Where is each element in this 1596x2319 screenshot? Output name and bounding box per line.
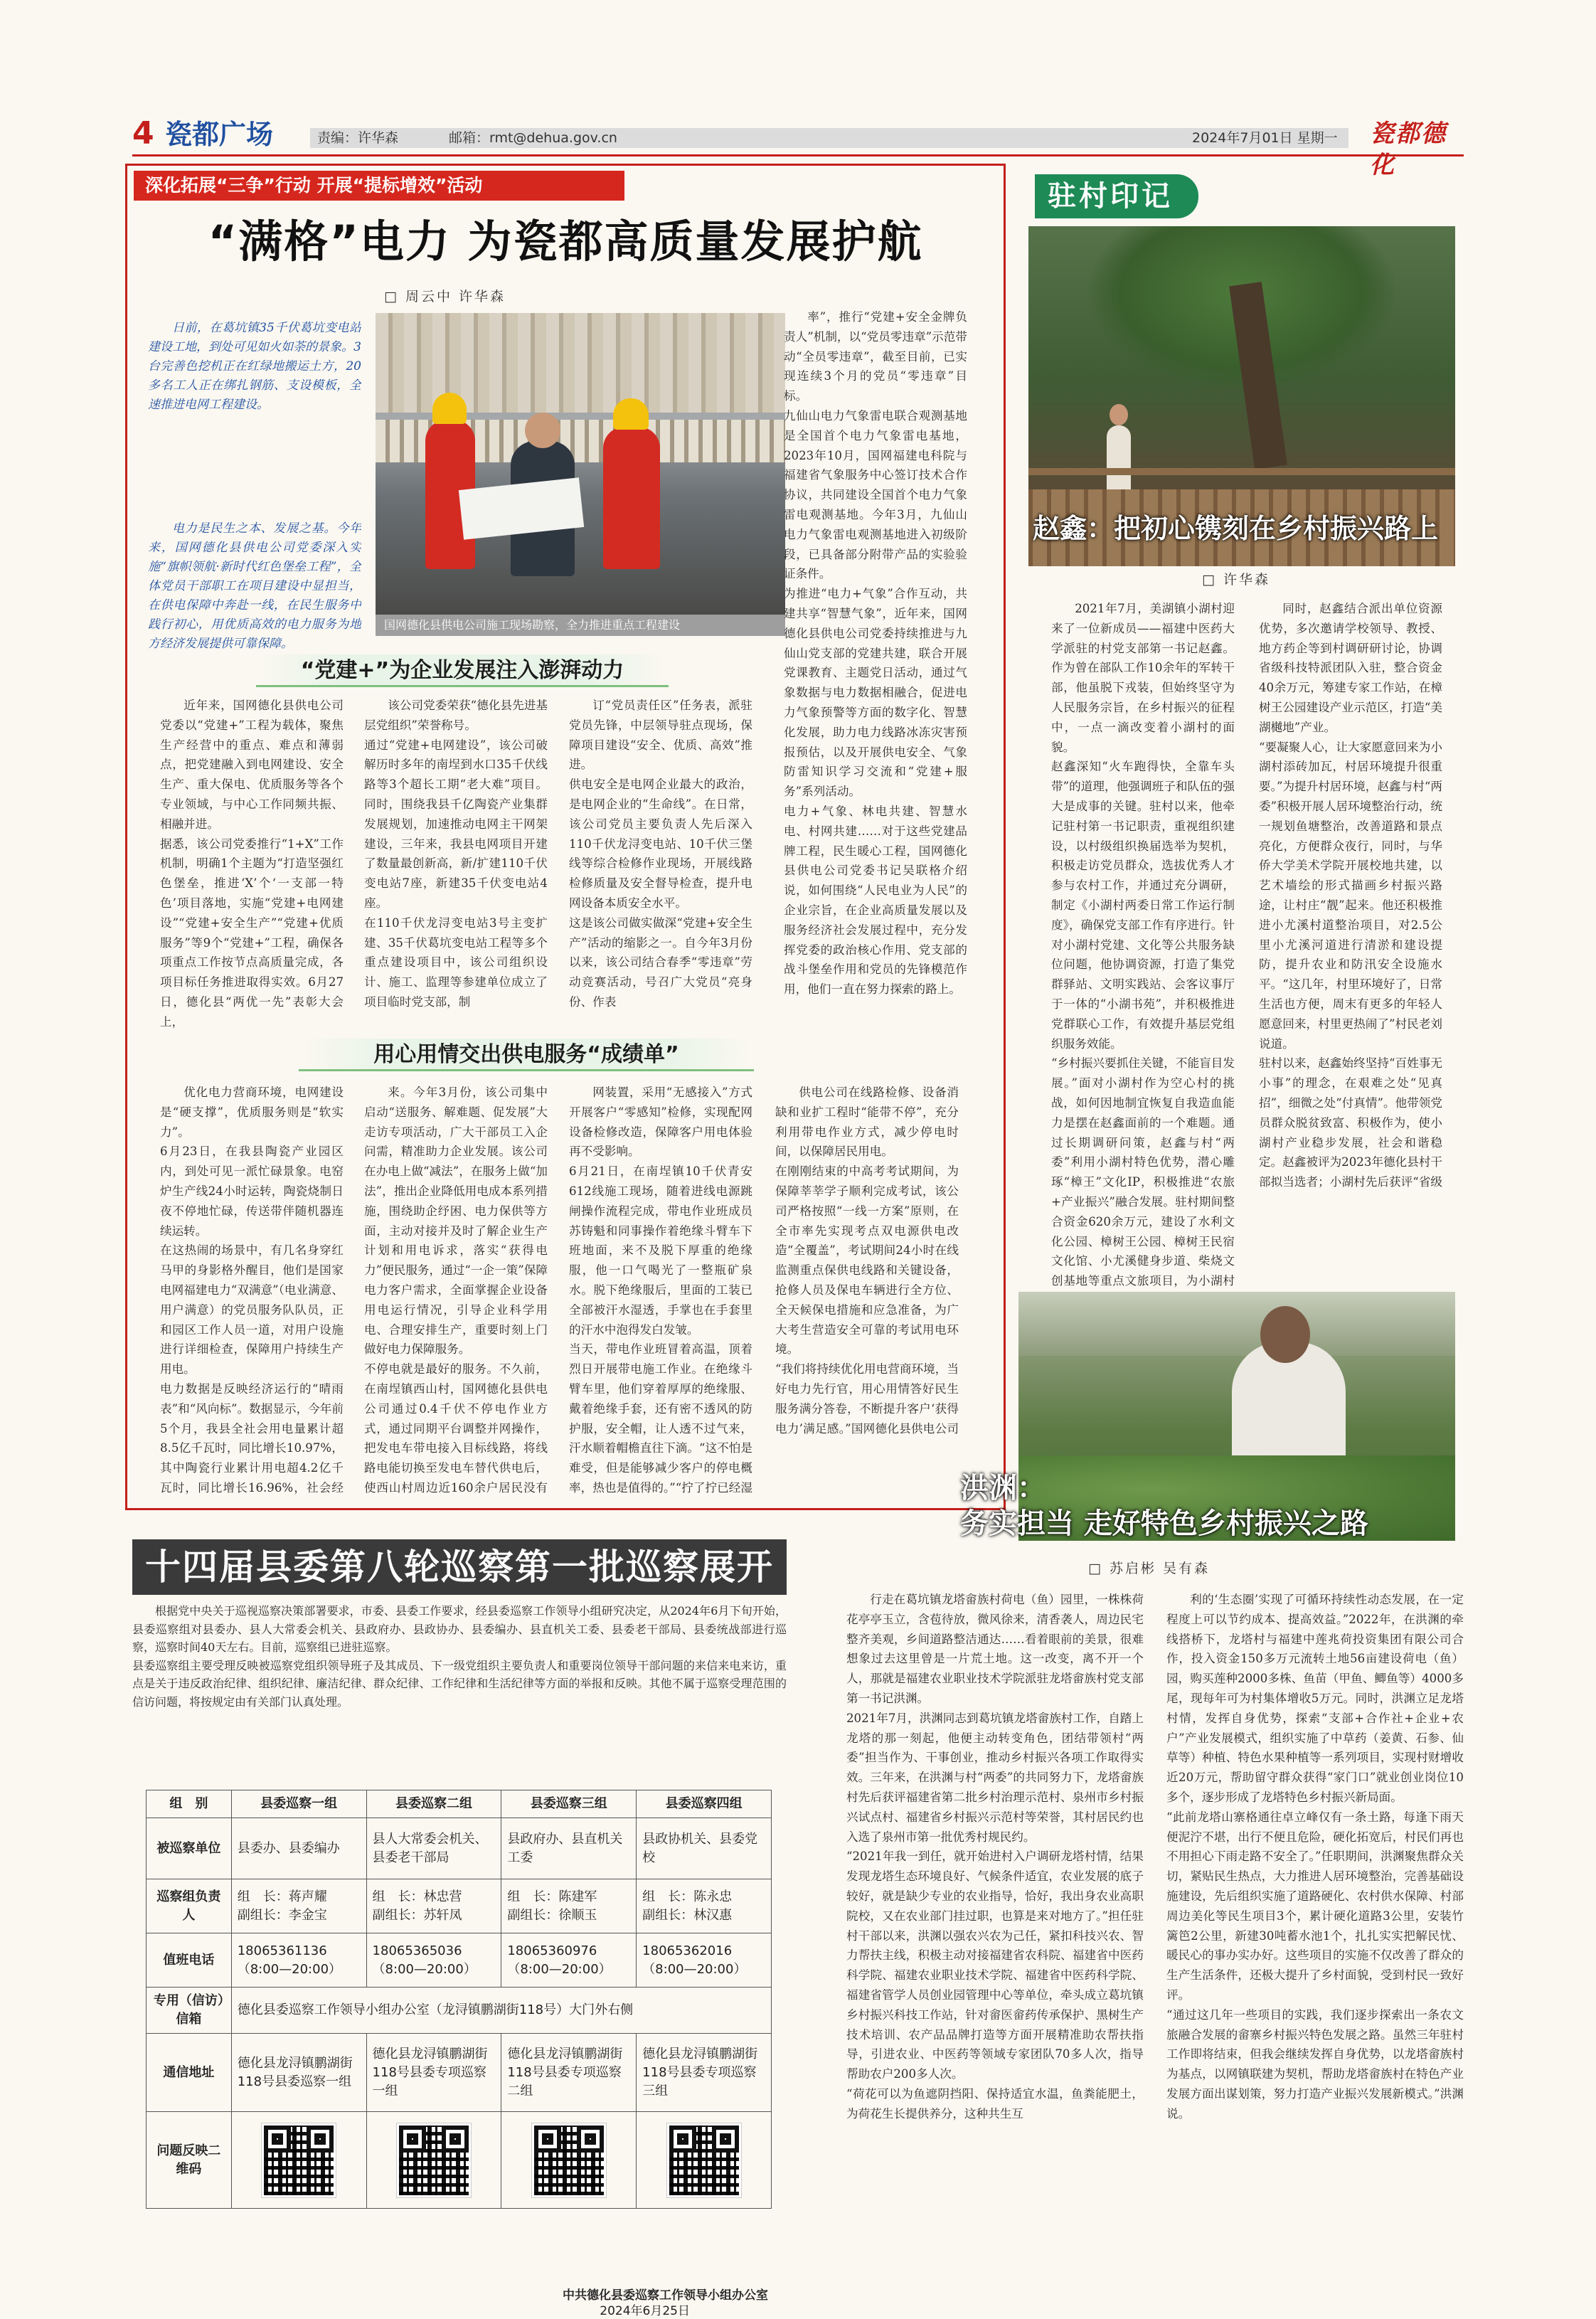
village-section-tag: 驻村印记 (1035, 174, 1198, 218)
email-contact: 邮箱：rmt@dehua.gov.cn (449, 130, 617, 146)
story2-byline: □ 苏启彬 吴有森 (1088, 1561, 1211, 1576)
notice-date: 2024年6月25日 (600, 2304, 690, 2318)
table-cell: 组 长：陈永忠 副组长：林汉惠 (637, 1879, 772, 1933)
section2-col2: 来。今年3月份，该公司集中启动“送服务、解难题、促发展”大走访专项活动，广大干部员工入企问需，精准助力企业发展。该公司在办电上做“减法”，在服务上做“加法”，推出企业降低用电成本系列措施，围绕助企纾困、电力保供等方面，主动对接并及时了解企业生产计划和用电诉求，落实“获得电力”便民服务，通过“一企一策”保障电力客户需求，全面掌握企业设备用电运行情况，引导企业科学用电、合理安排生产，重要时刻上门做好电力保障服务。 不停电就是最好的服务。不久前，在南埕镇西山村，国网德化县供电公司通过0.4千伏不停电作业方式，通过同期平台调整并网操作，把发电车带电接入目标线路，将线路电能切换至发电车替代供电后，使西山村周边近160余户居民没有 (364, 1086, 548, 1495)
phone-cell[interactable]: 18065361136 （8:00—20:00） (231, 1933, 366, 1988)
table-cell: 县政府办、县直机关工委 (501, 1818, 637, 1879)
article-byline: □ 周云中 许华森 (384, 289, 506, 304)
table-cell: 组 长：蒋声耀 副组长：李金宝 (231, 1879, 366, 1933)
article-right-column: 率”，推行“党建+安全金牌负责人”机制，以“党员零违章”示范带动“全员零违章”，截至目前，已实现连续3个月的党员“零违章”目标。 九仙山电力气象雷电联合观测基地是全国首个电力气象雷电基地，2023年10月，国网福建电科院与福建省气象服务中心签订技术合作协议，共同建设全国首个电力气象雷电观测基地。今年3月，九仙山电力气象雷电观测基地进入初级阶段，已具备部分附带产品的实验验证条件。 为推进“电力+气象”合作互动，共建共享“智慧气象”，近年来，国网德化县供电公司党委持续推进与九仙山党支部的党建共建，联合开展党课教育、主题党日活动，通过气象数据与电力数据相融合，促进电力气象预警等方面的数字化、智慧化发展，助力电力线路冰冻灾害预报预估，以及开展供电安全、气象防雷知识学习交流和“党建+服务”系列活动。 电力+气象、林电共建、智慧水电、村网共建……对于这些党建品牌工程，民生暖心工程，国网德化县供电公司党委书记吴联格介绍说，如何围绕“人民电业为人民”的企业宗旨，在企业高质量发展以及服务经济社会发展过程中，充分发挥党委的政治核心作用、党支部的战斗堡垒作用和党员的先锋模范作用，他们一直在努力探索的路上。 (784, 310, 967, 997)
phone-cell[interactable]: 18065360976 （8:00—20:00） (501, 1933, 637, 1988)
row-label: 被巡察单位 (147, 1818, 232, 1879)
editor-credit: 责编：许华森 (317, 130, 399, 146)
story1-byline: □ 许华森 (1202, 572, 1270, 588)
table-cell: 德化县委巡察工作领导小组办公室（龙浔镇鹏湖街118号）大门外右侧 (231, 1988, 771, 2034)
inspection-table (146, 1790, 772, 2209)
qr-cell (637, 2112, 772, 2209)
story2-col1: 行走在葛坑镇龙塔畲族村荷电（鱼）园里，一株株荷花亭亭玉立，含苞待放，微风徐来，清香袭人，周边民宅整齐美观，乡间道路整洁通达……看着眼前的美景，很难想象过去这里曾是一片荒土地。这一改变，离不开一个人，那就是福建农业职业技术学院派驻龙塔畲族村党支部第一书记洪渊。 2021年7月，洪渊同志到葛坑镇龙塔畲族村工作，自踏上龙塔的那一刻起，他便主动转变角色，团结带领村“两委”担当作为、干事创业，推动乡村振兴各项工作取得实效。三年来，在洪渊与村“两委”的共同努力下，龙塔畲族村先后获评福建省第二批乡村治理示范村、泉州市乡村振兴试点村、福建省乡村振兴示范村等荣誉，其村居民约也入选了泉州市第一批优秀村规民约。 “2021年我一到任，就开始进村入户调研龙塔村情，结果发现龙塔生态环境良好、气候条件适宜，农业发展的底子较好，就是缺少专业的农业指导，恰好，我出身农业高职院校，又在农业部门挂过职，也算是来对地方了。”担任驻村干部以来，洪渊以强农兴农为己任，紧扣科技兴农、智力帮扶主线，积极主动对接福建省农科院、福建省中医药科学院、福建农业职业技术学院、福建省中医药科学院、福建省管学人员创业园管理中心等单位，牵头成立葛坑镇乡村振兴科技工作站，针对畲医畲药传承保护、黑树生产技术培训、农产品品牌打造等方面开展精准助农帮扶指导，引进农业、中医药等领域专家团队70多人次，指导帮助农户200多人次。 “荷花可以为鱼遮阴挡阳、保持适宜水温，鱼粪能肥土，为荷花生长提供养分，这种共生互 (846, 1593, 1144, 2121)
subhead-power-service: 用心用情交出供电服务“成绩单” (299, 1039, 754, 1071)
story2-col2: 利的‘生态圈’实现了可循环持续性动态发展，在一定程度上可以节约成本、提高效益。”2022年，在洪渊的牵线搭桥下，龙塔村与福建中莲兆荷投资集团有限公司合作，投入资金150多万元流转土地56亩建设荷电（鱼）园，购买莲种2000多株、鱼苗（甲鱼、鲫鱼等）4000多尾，现每年可为村集体增收5万元。同时，洪渊立足龙塔村情，发挥自身优势，探索“支部+合作社+企业+农户”产业发展模式，组织实施了中草药（姜黄、石参、仙草等）种植、特色水果种植等一系列项目，实现村财增收近20万元，帮助留守群众获得“家门口”就业创业岗位10多个，逐步形成了龙塔特色乡村振兴新局面。 “此前龙塔山寨格通往卓立峰仅有一条土路，每逢下雨天便泥泞不堪，出行不便且危险，硬化拓宽后，村民们再也不用担心下雨走路不安全了。”任职期间，洪渊聚焦群众关切，紧贴民生热点，大力推进人居环境整治，完善基础设施建设，先后组织实施了道路硬化、农村供水保障、村部周边美化等民生项目3个，累计硬化道路3公里，安装竹篱笆2公里，新建30吨蓄水池1个，扎扎实实把解民忧、暖民心的事办实办好。这些项目的实施不仅改善了群众的生产生活条件，还极大提升了乡村面貌，受到村民一致好评。 “通过这几年一些项目的实践，我们逐步探索出一条农文旅融合发展的畲寨乡村振兴特色发展之路。虽然三年驻村工作即将结束，但我会继续发挥自身优势，以龙塔畲族村为基点，以网镇联建为契机，帮助龙塔畲族村在特色产业发展方面出谋划策，努力打造产业振兴发展新模式。”洪渊说。 (1166, 1593, 1464, 2121)
story1-col2: 同时，赵鑫结合派出单位资源优势，多次邀请学校领导、教授、地方药企等到村调研研讨论，协调省级科技特派团队入驻，整合资金40余万元，筹建专家工作站，在樟树王公园建设产业示范区，打造“美湖樾地”产业。 “要凝聚人心，让大家愿意回来为小湖村添砖加瓦，村居环境提升很重要。”为提升村居环境，赵鑫与村“两委”积极开展人居环境整治行动，统一规划鱼塘整治，改善道路和景点亮化，方便群众夜行，同时，与华侨大学美术学院开展校地共建，以艺术墙绘的形式描画乡村振兴路途，让村庄“靓”起来。他还积极推进小尤溪村道整治项目，对2.5公里小尤溪河道进行清淤和建设提防，提升农业和防汛安全设施水平。“这几年，村里环境好了，日常生活也方便，周末有更多的年轻人愿意回来，村里更热闹了”村民老刘说道。 驻村以来，赵鑫始终坚持“百姓事无小事”的理念，在艰难之处“见真招”，细微之处“付真情”。他带领党员群众脱贫致富、积极作为，使小湖村产业稳步发展，社会和谐稳定。赵鑫被评为2023年德化县村干部拟当选者；小湖村先后获评“省级 (1259, 602, 1442, 1189)
page-header (132, 114, 1464, 179)
subhead-party-building: “党建+”为企业发展注入澎湃动力 (256, 654, 669, 687)
row-label: 通信地址 (147, 2034, 232, 2112)
section2-col3: 网装置，采用“无感接入”方式开展客户“零感知”检修，实现配网设备检修改造，保障客户用电体验再不受影响。 6月21日，在南埕镇10千伏青安612线施工现场，随着进线电源跳闸操作流程完成，带电作业班成员苏铸魁和同事操作着绝缘斗臂车下班地面，来不及脱下厚重的绝缘服，他一口气喝光了一整瓶矿泉水。脱下绝缘服后，里面的工装已全部被汗水湿透，手掌也在手套里的汗水中泡得发白发皱。 当天，带电作业班冒着高温，顶着烈日开展带电施工作业。在绝缘斗臂车里，他们穿着厚厚的绝缘服、戴着绝缘手套，还有密不透风的防护服，安全帽，让人透不过气来，汗水顺着帽檐直往下滴。“这不怕是难受，但是能够减少客户的停电概率，热也是值得的。”“拧了拧已经湿 (569, 1086, 752, 1495)
qr-code-icon[interactable] (667, 2123, 741, 2197)
village-photo-2 (1018, 1292, 1455, 1541)
table-cell: 县人大常委会机关、县委老干部局 (366, 1818, 501, 1879)
qr-code-icon[interactable] (262, 2123, 336, 2197)
qr-cell (366, 2112, 501, 2209)
lead-paragraph-1: 日前，在葛坑镇35千伏葛坑变电站建设工地，到处可见如火如荼的景象。3台完善色挖机正在红绿地搬运土方，20多名工人正在绑扎钢筋、支设模板，全速推进电网工程建设。 (148, 321, 361, 412)
table-cell: 德化县龙浔镇鹏湖街118号县委专项巡察二组 (501, 2034, 637, 2112)
row-label: 专用（信访）信箱 (147, 1988, 232, 2034)
section1-col2: 该公司党委荣获“德化县先进基层党组织”荣誉称号。 通过“党建+电网建设”，该公司破解历时多年的南埕到水口35千伏线路等3个超长工期“老大难”项目。同时，围绕我县千亿陶瓷产业集群发展规划，加速推动电网主干网架建设，三年来，我县电网项目开建了数量最创新高，新/扩建110千伏变电站7座，新建35千伏变电站4座。 在110千伏龙浔变电站3号主变扩建、35千伏葛坑变电站工程等多个重点建设项目中，该公司组织设计、施工、监理等参建单位成立了项目临时党支部，制 (364, 699, 548, 1009)
table-header: 县委巡察一组 (231, 1790, 366, 1818)
story1-title: 赵鑫：把初心镌刻在乡村振兴路上 (1033, 513, 1439, 544)
inspection-intro: 根据党中央关于巡视巡察决策部署要求，市委、县委工作要求，经县委巡察工作领导小组研究决定，从2024年6月下旬开始，县委巡察组对县委办、县人大常委会机关、县政府办、县政协办、县委编办、县直机关工委、县委老干部局、县委统战部进行巡察，巡察时间40天左右。目前，巡察组已进驻巡察。 县委巡察组主要受理反映被巡察党组织领导班子及其成员、下一级党组织主要负责人和重要岗位领导干部问题的来信来电来访，重点是关于违反政治纪律、组织纪律、廉洁纪律、群众纪律、工作纪律和生活纪律等方面的举报和反映。其他不属于巡察受理范围的信访问题，将按规定由有关部门认真处理。 (132, 1604, 787, 1709)
row-label: 值班电话 (147, 1933, 232, 1988)
qr-code-icon[interactable] (532, 2123, 606, 2197)
page-number: 4 (132, 115, 154, 152)
masthead-logo: 瓷都德化 (1370, 120, 1447, 179)
section1-col3: 订“党员责任区”任务表，派驻党员先锋，中层领导驻点现场，保障项目建设“安全、优质、高效”推进。 供电安全是电网企业最大的政治，是电网企业的“生命线”。在日常，该公司党员主要负责人先后深入110千伏龙浔变电站、10千伏三堡线等综合检修作业现场，开展线路检修质量及安全督导检查，提升电网设备本质安全水平。 这是该公司做实做深“党建+安全生产”活动的缩影之一。自今年3月份以来，该公司结合春季“零违章”劳动竞赛活动，号召广大党员“亮身份、作表 (569, 699, 752, 1009)
story2-title-tagline: 务实担当 走好特色乡村振兴之路 (960, 1507, 1368, 1540)
lead-paragraph-2: 电力是民生之本、发展之基。今年来，国网德化县供电公司党委深入实施“旗帜领航·新时代红色堡垒工程”，全体党员干部职工在项目建设中显担当，在供电保障中奔赴一线，在民生服务中践行初心，用优质高效的电力服务为地方经济发展提供可靠保障。 (148, 521, 361, 651)
section2-col4: 供电公司在线路检修、设备消缺和业扩工程时“能带不停”，充分利用带电作业方式，减少停电时间，以保障居民用电。 在刚刚结束的中高考考试期间，为保障莘莘学子顺利完成考试，该公司严格按照“一线一方案”原则，在全市率先实现考点双电源供电改造“全覆盖”，考试期间24小时在线监测重点保供电线路和关键设备，抢修人员及保电车辆进行全方位、全天候保电措施和应急准备，为广大考生营造安全可靠的考试用电环境。 “我们将持续优化用电营商环境，当好电力先行官，用心用情答好民生服务满分答卷，不断提升客户‘获得电力’满足感。”国网德化县供电公司 (775, 1086, 959, 1436)
article-title: “满格”电力 为瓷都高质量发展护航 (208, 216, 923, 267)
section2-col1: 优化电力营商环境，电网建设是“硬支撑”，优质服务则是“软实力”。 6月23日，在我县陶瓷产业园区内，到处可见一派忙碌景象。电窑炉生产线24小时运转，陶瓷烧制日夜不停地忙碌，传送带伴随机器连续运转。 在这热闹的场景中，有几名身穿红马甲的身影格外醒目，他们是国家电网福建电力“双满意”（电业满意、用户满意）的党员服务队队员，正和园区工作人员一道，对用户设施进行详细检查，保障用户持续生产用电。 电力数据是反映经济运行的“晴雨表”和“风向标”。数据显示，今年前5个月，我县全社会用电量累计超8.5亿千瓦时，同比增长10.97%，其中陶瓷行业累计用电超4.2亿千瓦时，同比增长16.96%，社会经 (160, 1086, 344, 1495)
qr-cell (501, 2112, 637, 2209)
table-header: 组 别 (147, 1790, 232, 1818)
story2-title-name: 洪渊： (960, 1472, 1046, 1505)
table-header: 县委巡察二组 (366, 1790, 501, 1818)
story1-col1: 2021年7月，美湖镇小湖村迎来了一位新成员——福建中医药大学派驻的村党支部第一书记赵鑫。作为曾在部队工作10余年的军转干部，他虽脱下戎装，但始终坚守为人民服务宗旨，在乡村振兴的征程中，一点一滴改变着小湖村的面貌。 赵鑫深知“火车跑得快，全靠车头带”的道理，他强调班子和队伍的强大是成事的关键。驻村以来，他牵记驻村第一书记职责，重视组织建设，以村级组织换届选举为契机，积极走访党员群众，选拔优秀人才参与农村工作，并通过充分调研，制定《小湖村两委日常工作运行制度》，确保党支部工作有序进行。针对小湖村党建、文化等公共服务缺位问题，他协调资源，打造了集党群驿站、文明实践站、会客议事厅于一体的“小湖书苑”，并积极推进党群联心工作，有效提升基层党组织服务效能。 “乡村振兴要抓住关键，不能盲目发展。”面对小湖村作为空心村的挑战，如何因地制宜恢复自我造血能力是摆在赵鑫面前的一个难题。通过长期调研问策，赵鑫与村“两委”利用小湖村特色优势，潜心雕琢“樟王”文化IP，积极推进“农旅+产业振兴”融合发展。驻村期间整合资金620余万元，建设了水利文化公园、樟树王公园、樟树王民宿文化馆、小尤溪健身步道、柴烧文创基地等重点文旅项目，为小湖村 (1051, 602, 1235, 1288)
photo-caption: 国网德化县供电公司施工现场勘察，全力推进重点工程建设 (376, 615, 785, 636)
banner-text: 深化拓展“三争”行动 开展“提标增效”活动 (145, 175, 483, 196)
phone-cell[interactable]: 18065365036 （8:00—20:00） (366, 1933, 501, 1988)
table-cell: 组 长：林忠营 副组长：苏轩凤 (366, 1879, 501, 1933)
phone-cell[interactable]: 18065362016 （8:00—20:00） (637, 1933, 772, 1988)
inspection-title: 十四届县委第八轮巡察第一批巡察展开 (132, 1539, 787, 1595)
table-cell: 德化县龙浔镇鹏湖街118号县委专项巡察一组 (366, 2034, 501, 2112)
table-header: 县委巡察三组 (501, 1790, 637, 1818)
qr-cell (231, 2112, 366, 2209)
table-cell: 县委办、县委编办 (231, 1818, 366, 1879)
section-title: 瓷都广场 (165, 119, 274, 150)
table-header: 县委巡察四组 (637, 1790, 772, 1818)
table-cell: 县政协机关、县委党校 (637, 1818, 772, 1879)
row-label: 问题反映二维码 (147, 2112, 232, 2209)
worksite-photo (376, 313, 785, 615)
qr-code-icon[interactable] (397, 2123, 471, 2197)
row-label: 巡察组负责人 (147, 1879, 232, 1933)
table-cell: 德化县龙浔镇鹏湖街118号县委专项巡察三组 (637, 2034, 772, 2112)
section1-col1: 近年来，国网德化县供电公司党委以“党建+”工程为载体，聚焦生产经营中的重点、难点和薄弱点，把党建融入到电网建设、安全生产、重大保电、优质服务等各个专业领域，与中心工作同频共振、相融并进。 据悉，该公司党委推行“1+X”工作机制，明确1个主题为“打造坚强红色堡垒，推进‘X’个‘一支部一特色’项目落地，实施“党建+电网建设”“党建+安全生产”“党建+优质服务”等9个“党建+”工程，确保各项重点工作按节点高质量完成，各项目标任务推进取得实效。6月27日，德化县“两优一先”表彰大会上， (160, 699, 344, 1029)
issue-date: 2024年7月01日 星期一 (1192, 130, 1338, 146)
table-cell: 德化县龙浔镇鹏湖街118号县委巡察一组 (231, 2034, 366, 2112)
notice-signature: 中共德化县委巡察工作领导小组办公室 (563, 2288, 768, 2303)
article-banner (134, 171, 624, 201)
table-cell: 组 长：陈建军 副组长：徐顺玉 (501, 1879, 637, 1933)
